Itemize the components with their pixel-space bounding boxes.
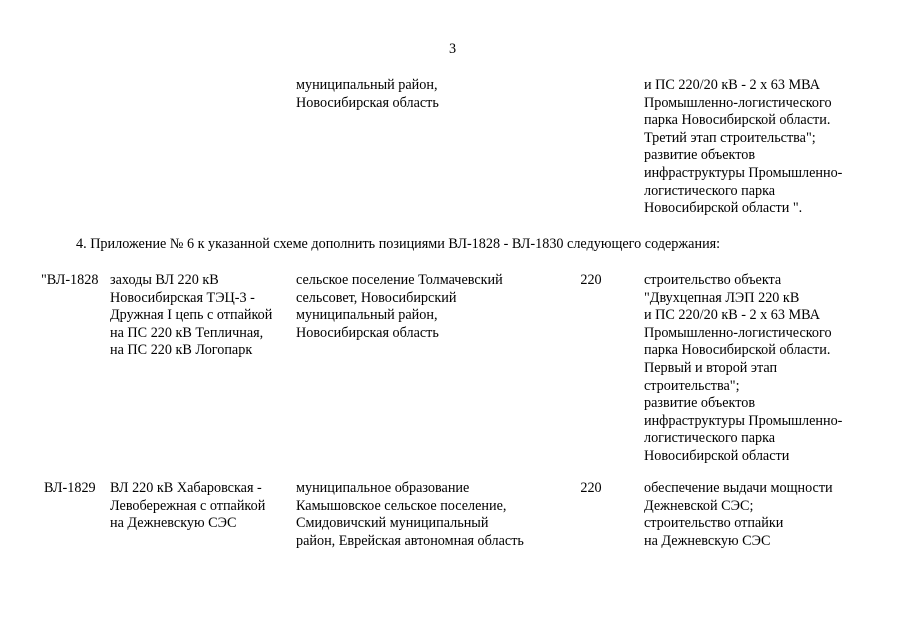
row-purpose-cell: строительство объекта "Двухцепная ЛЭП 220 кВ и ПС 220/20 кВ - 2 х 63 МВА Промышленно-логистического парка Новосибирской области. Первый и второй этап строительства"; развитие объектов инфраструктуры Промышленно- логистического парка Новосибирской области [644, 272, 843, 464]
page-number: 3 [448, 41, 457, 57]
row-name-cell: заходы ВЛ 220 кВ Новосибирская ТЭЦ-3 - Дружная I цепь с отпайкой на ПС 220 кВ Тепличная, на ПС 220 кВ Логопарк [110, 272, 273, 359]
continuation-location-cell: муниципальный район, Новосибирская область [296, 77, 439, 111]
row-code-cell: ВЛ-1829 [44, 480, 96, 496]
row-code-cell: "ВЛ-1828 [41, 272, 99, 288]
row-voltage-cell: 220 [580, 480, 602, 496]
amendment-paragraph: 4. Приложение № 6 к указанной схеме дополнить позициями ВЛ-1828 - ВЛ-1830 следующего содержания: [76, 236, 721, 252]
row-name-cell: ВЛ 220 кВ Хабаровская - Левобережная с отпайкой на Дежневскую СЭС [110, 480, 266, 532]
row-location-cell: муниципальное образование Камышовское сельское поселение, Смидовичский муниципальный район, Еврейская автономная область [296, 480, 524, 549]
row-purpose-cell: обеспечение выдачи мощности Дежневской СЭС; строительство отпайки на Дежневскую СЭС [644, 480, 833, 549]
row-location-cell: сельское поселение Толмачевский сельсовет, Новосибирский муниципальный район, Новосибирская область [296, 272, 503, 341]
row-voltage-cell: 220 [580, 272, 602, 288]
continuation-purpose-cell: и ПС 220/20 кВ - 2 х 63 МВА Промышленно-логистического парка Новосибирской области. Третий этап строительства"; развитие объектов инфраструктуры Промышленно- логистического парка Новосибирской области ". [644, 77, 843, 217]
